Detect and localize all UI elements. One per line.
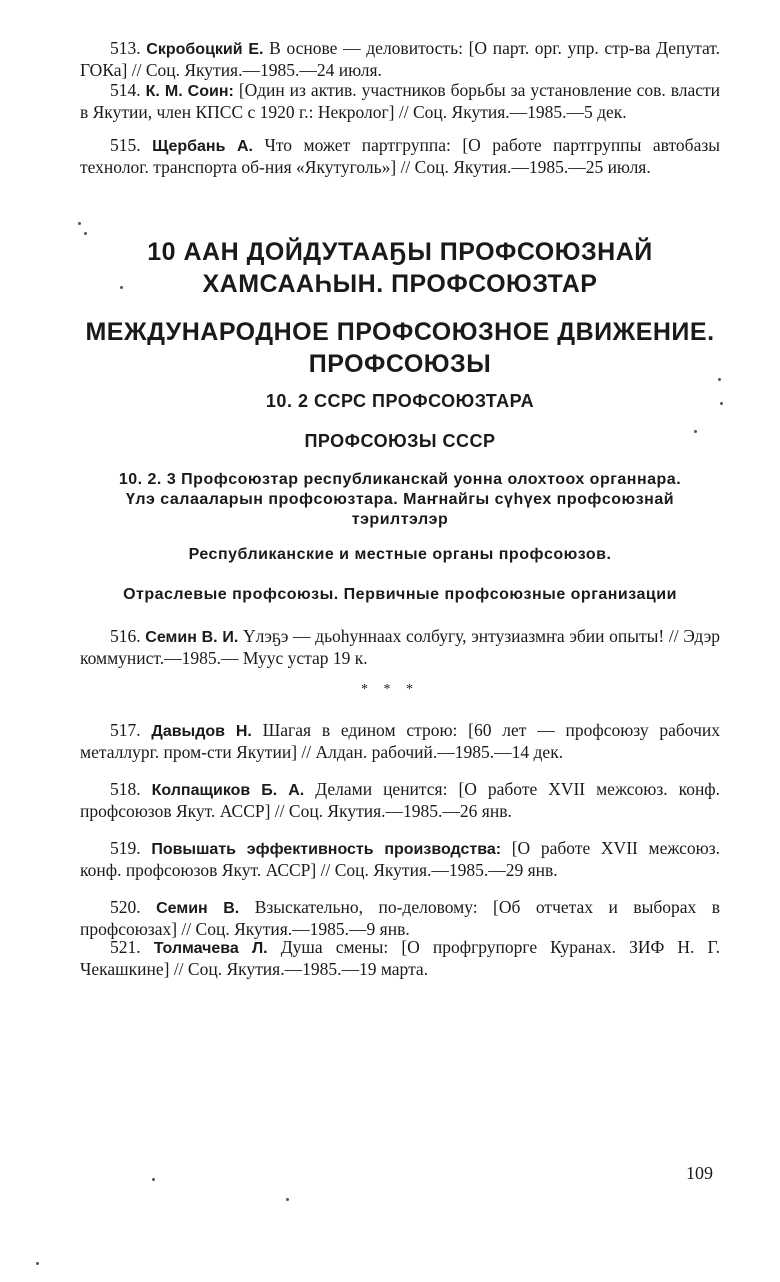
- entry-author: Толмачева Л.: [153, 940, 268, 957]
- entry-517: [80, 720, 720, 762]
- entry-518: [80, 779, 720, 821]
- entry-author: К. М. Соин:: [145, 83, 234, 100]
- scan-speck: [718, 378, 721, 381]
- entry-text: В основе — деловитость: [О парт. орг. упр. стр-ва Депутат. ГОКа] // Соц. Якутия.—1985.—24 июля.: [80, 38, 720, 80]
- entry-519: [80, 838, 720, 880]
- entry-text: Делами ценится: [О работе XVII межсоюз. конф. профсоюзов Якут. АССР] // Соц. Якутия.—1985.—26 янв.: [80, 779, 721, 821]
- entry-number: 514.: [110, 80, 141, 100]
- heading-line: тэрилтэлэр: [351, 511, 449, 528]
- entry-number: 515.: [110, 135, 141, 155]
- entry-number: 518.: [110, 779, 141, 799]
- heading-line: Үлэ салааларын профсоюзтара. Маҥнайгы сүһүех профсоюзнай: [125, 491, 675, 508]
- scan-speck: [78, 222, 81, 225]
- entry-author: Скробоцкий Е.: [146, 41, 264, 58]
- scan-speck: [120, 286, 123, 289]
- entry-text: Үлэҕэ — дьоһуннаах солбугу, энтузиазмҥа эбии опыты! // Эдэр коммунист.—1985.— Муус устар 19 к.: [80, 626, 721, 668]
- entry-author: Колпащиков Б. А.: [151, 782, 305, 799]
- subsubsection-heading: [60, 470, 740, 530]
- entry-author: Семин В. И.: [145, 629, 239, 646]
- heading-line: МЕЖДУНАРОДНОЕ ПРОФСОЮЗНОЕ ДВИЖЕНИЕ.: [85, 318, 715, 346]
- page-number: 109: [686, 1163, 713, 1183]
- entry-author: Щербань А.: [152, 138, 253, 155]
- heading-line: ПРОФСОЮЗЫ: [308, 350, 492, 378]
- entry-text: [Один из актив. участников борьбы за установление сов. власти в Якутии, член КПСС с 1920 г.: Некролог] // Соц. Якутия.—1985.—5 дек.: [80, 80, 721, 122]
- entry-514: [80, 80, 720, 122]
- entry-515: [80, 135, 720, 177]
- entry-author: Повышать эффективность производства:: [151, 841, 502, 858]
- entry-text: Что может партгруппа: [О работе партгруппы автобазы технолог. транспорта об-ния «Якутуголь»] // Соц. Якутия.—1985.—25 июля.: [80, 135, 721, 177]
- section-heading-russian: [60, 316, 740, 380]
- entry-author: Давыдов Н.: [151, 723, 252, 740]
- section-heading-yakut: [60, 236, 740, 300]
- scan-speck: [286, 1198, 289, 1201]
- entry-number: 521.: [110, 937, 141, 957]
- separator-stars: * * *: [361, 682, 419, 697]
- entry-number: 516.: [110, 626, 141, 646]
- scan-speck: [694, 430, 697, 433]
- scan-speck: [152, 1178, 155, 1181]
- entry-author: Семин В.: [156, 900, 240, 917]
- russian-heading-branches: Отраслевые профсоюзы. Первичные профсоюзные организации: [123, 586, 677, 603]
- heading-line: 10 ААН ДОЙДУТААҔЫ ПРОФСОЮЗНАЙ: [147, 238, 653, 266]
- entry-520: [80, 897, 720, 939]
- entry-516: [80, 626, 720, 668]
- scan-speck: [84, 232, 87, 235]
- entry-text: Взыскательно, по-деловому: [Об отчетах и выборах в профсоюзах] // Соц. Якутия.—1985.—9 янв.: [80, 897, 721, 939]
- entry-521: [80, 937, 720, 979]
- entry-text: Душа смены: [О профгрупорге Куранах. ЗИФ Н. Г. Чекашкине] // Соц. Якутия.—1985.—19 марта.: [80, 937, 720, 979]
- russian-heading-organs: Республиканские и местные органы профсоюзов.: [188, 546, 612, 563]
- subsection-heading-russian: ПРОФСОЮЗЫ СССР: [304, 431, 496, 451]
- scan-speck: [720, 402, 723, 405]
- subsection-heading-yakut: 10. 2 ССРС ПРОФСОЮЗТАРА: [265, 391, 535, 411]
- entry-number: 519.: [110, 838, 141, 858]
- entry-text: Шагая в едином строю: [60 лет — профсоюзу рабочих металлург. пром-сти Якутии] // Алдан. рабочий.—1985.—14 дек.: [80, 720, 721, 762]
- entry-number: 513.: [110, 38, 141, 58]
- entry-513: [80, 38, 720, 80]
- scan-speck: [36, 1262, 39, 1265]
- entry-number: 517.: [110, 720, 141, 740]
- heading-line: ХАМСААҺЫН. ПРОФСОЮЗТАР: [202, 270, 598, 298]
- heading-line: 10. 2. 3 Профсоюзтар республиканскай уонна олохтоох органнара.: [118, 471, 682, 488]
- entry-number: 520.: [110, 897, 141, 917]
- entry-text: [О работе XVII межсоюз. конф. профсоюзов Якут. АССР] // Соц. Якутия.—1985.—29 янв.: [80, 838, 721, 880]
